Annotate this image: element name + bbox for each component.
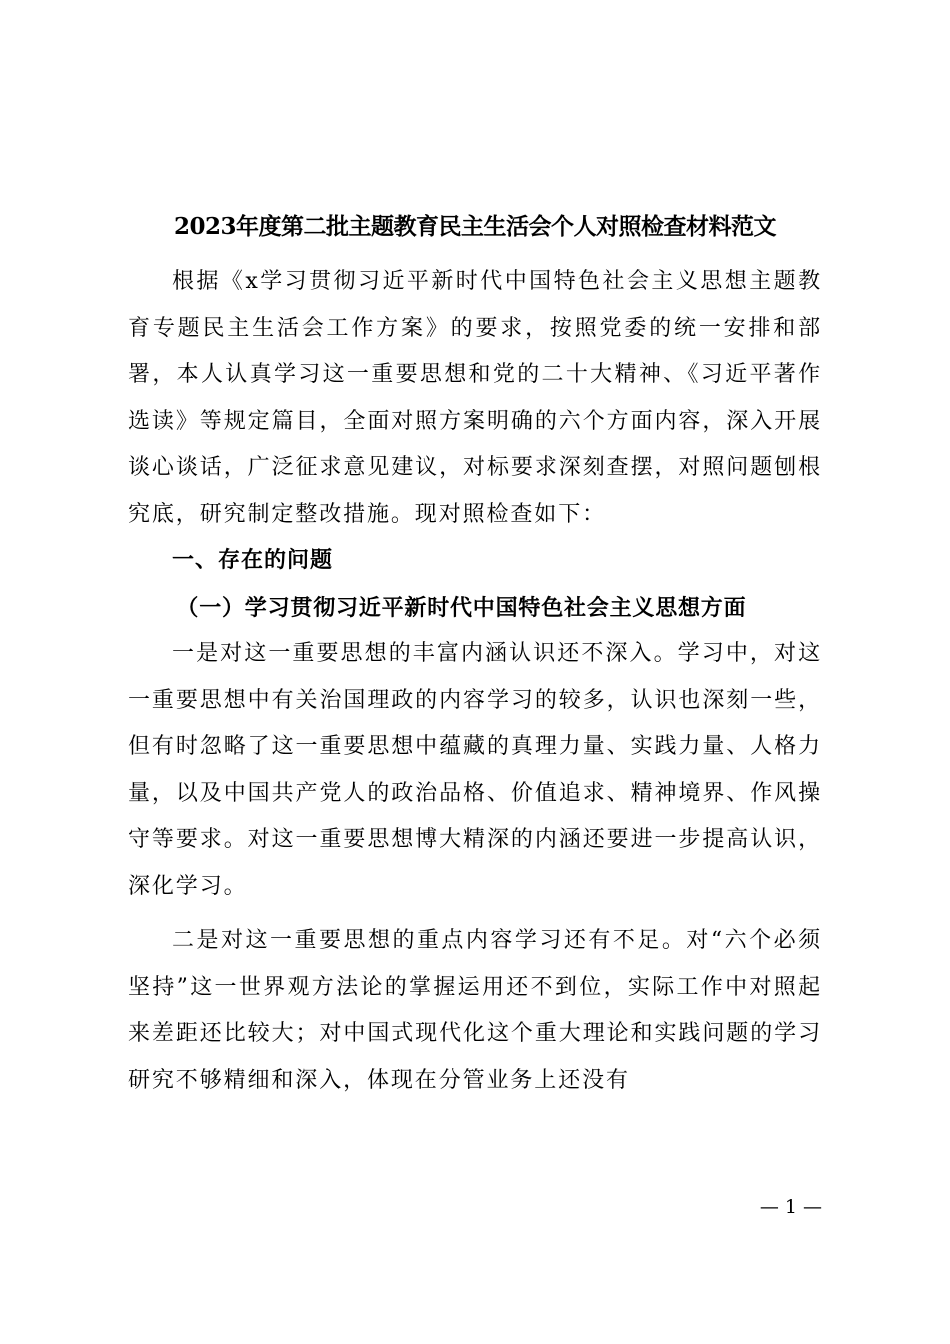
- document-body: [128, 259, 822, 1104]
- point-one-paragraph: 一是对这一重要思想的丰富内涵认识还不深入。学习中，对这一重要思想中有关治国理政的内容学习的较多，认识也深刻一些，但有时忽略了这一重要思想中蕴藏的真理力量、实践力量、人格力量，以及中国共产党人的政治品格、价值追求、精神境界、作风操守等要求。对这一重要思想博大精深的内涵还要进一步提高认识，深化学习。: [128, 641, 822, 899]
- document-title: 2023年度第二批主题教育民主生活会个人对照检查材料范文: [173, 213, 776, 240]
- section-heading: 一、存在的问题: [172, 548, 334, 573]
- point-two-paragraph: 二是对这一重要思想的重点内容学习还有不足。对“六个必须坚持”这一世界观方法论的掌握运用还不到位，实际工作中对照起来差距还比较大；对中国式现代化这个重大理论和实践问题的学习研究不够精细和深入，体现在分管业务上还没有: [128, 928, 822, 1093]
- page-number: — 1 —: [759, 1196, 822, 1218]
- subsection-heading: （一）学习贯彻习近平新时代中国特色社会主义思想方面: [176, 594, 747, 621]
- intro-paragraph: 根据《x学习贯彻习近平新时代中国特色社会主义思想主题教育专题民主生活会工作方案》的要求，按照党委的统一安排和部署，本人认真学习这一重要思想和党的二十大精神、《习近平著作选读》等规定篇目，全面对照方案明确的六个方面内容，深入开展谈心谈话，广泛征求意见建议，对标要求深刻查摆，对照问题刨根究底，研究制定整改措施。现对照检查如下：: [128, 269, 822, 527]
